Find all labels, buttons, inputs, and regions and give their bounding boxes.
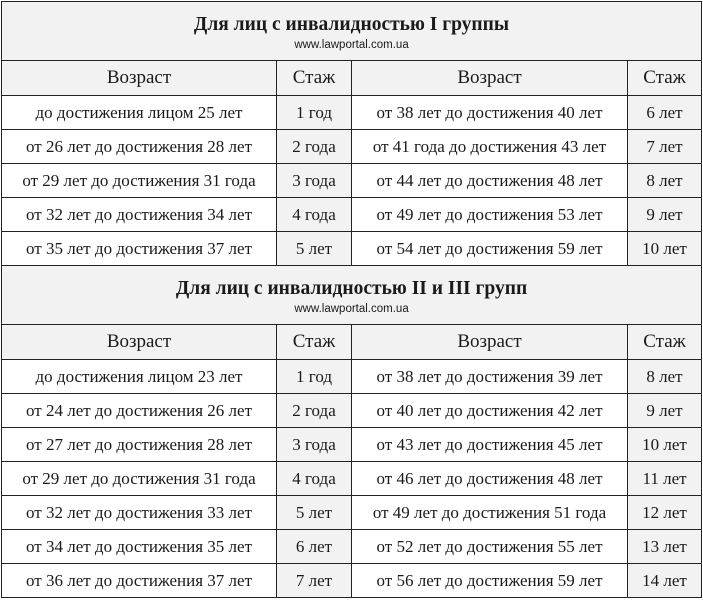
- seniority-cell: 8 лет: [628, 360, 702, 394]
- seniority-cell: 3 года: [277, 428, 352, 462]
- age-header: Возраст: [352, 61, 628, 96]
- section-title-cell: [2, 2, 702, 61]
- seniority-header: Стаж: [277, 61, 352, 96]
- age-cell: от 29 лет до достижения 31 года: [2, 164, 277, 198]
- age-cell: до достижения лицом 25 лет: [2, 96, 277, 130]
- seniority-cell: 10 лет: [628, 428, 702, 462]
- seniority-cell: 12 лет: [628, 496, 702, 530]
- table-row: [2, 198, 702, 232]
- source-url: www.lawportal.com.ua: [294, 38, 409, 51]
- seniority-cell: 1 год: [277, 96, 352, 130]
- table-row: [2, 130, 702, 164]
- age-cell: от 29 лет до достижения 31 года: [2, 462, 277, 496]
- column-header-row: [2, 325, 702, 360]
- seniority-cell: 8 лет: [628, 164, 702, 198]
- age-header: Возраст: [2, 325, 277, 360]
- table-row: [2, 232, 702, 266]
- table-row: [2, 462, 702, 496]
- source-url: www.lawportal.com.ua: [294, 302, 409, 315]
- table-row: [2, 530, 702, 564]
- age-cell: от 46 лет до достижения 48 лет: [352, 462, 628, 496]
- age-cell: от 44 лет до достижения 48 лет: [352, 164, 628, 198]
- seniority-header: Стаж: [277, 325, 352, 360]
- seniority-cell: 11 лет: [628, 462, 702, 496]
- age-cell: от 41 года до достижения 43 лет: [352, 130, 628, 164]
- seniority-header: Стаж: [628, 61, 702, 96]
- seniority-cell: 10 лет: [628, 232, 702, 266]
- section-title: Для лиц с инвалидностью II и III групп: [175, 277, 528, 299]
- age-cell: от 36 лет до достижения 37 лет: [2, 564, 277, 598]
- age-cell: от 43 лет до достижения 45 лет: [352, 428, 628, 462]
- seniority-cell: 13 лет: [628, 530, 702, 564]
- age-cell: от 35 лет до достижения 37 лет: [2, 232, 277, 266]
- table-row: [2, 564, 702, 598]
- disability-seniority-table: [1, 1, 702, 598]
- seniority-cell: 3 года: [277, 164, 352, 198]
- age-header: Возраст: [352, 325, 628, 360]
- seniority-cell: 6 лет: [277, 530, 352, 564]
- table-row: [2, 394, 702, 428]
- age-cell: от 26 лет до достижения 28 лет: [2, 130, 277, 164]
- seniority-cell: 1 год: [277, 360, 352, 394]
- age-cell: от 52 лет до достижения 55 лет: [352, 530, 628, 564]
- age-cell: от 40 лет до достижения 42 лет: [352, 394, 628, 428]
- section-title: Для лиц с инвалидностью I группы: [193, 13, 510, 35]
- age-cell: от 32 лет до достижения 34 лет: [2, 198, 277, 232]
- age-cell: до достижения лицом 23 лет: [2, 360, 277, 394]
- table-row: [2, 496, 702, 530]
- seniority-cell: 2 года: [277, 130, 352, 164]
- table-row: [2, 96, 702, 130]
- age-cell: от 27 лет до достижения 28 лет: [2, 428, 277, 462]
- section-title-row: [2, 266, 702, 325]
- age-cell: от 38 лет до достижения 39 лет: [352, 360, 628, 394]
- age-cell: от 24 лет до достижения 26 лет: [2, 394, 277, 428]
- section-title-cell: [2, 266, 702, 325]
- seniority-cell: 9 лет: [628, 198, 702, 232]
- seniority-cell: 4 года: [277, 198, 352, 232]
- seniority-cell: 6 лет: [628, 96, 702, 130]
- section-title-row: [2, 2, 702, 61]
- age-cell: от 34 лет до достижения 35 лет: [2, 530, 277, 564]
- table-row: [2, 164, 702, 198]
- age-header: Возраст: [2, 61, 277, 96]
- column-header-row: [2, 61, 702, 96]
- seniority-cell: 14 лет: [628, 564, 702, 598]
- age-cell: от 54 лет до достижения 59 лет: [352, 232, 628, 266]
- age-cell: от 32 лет до достижения 33 лет: [2, 496, 277, 530]
- age-cell: от 56 лет до достижения 59 лет: [352, 564, 628, 598]
- table-row: [2, 428, 702, 462]
- seniority-header: Стаж: [628, 325, 702, 360]
- seniority-cell: 5 лет: [277, 496, 352, 530]
- age-cell: от 38 лет до достижения 40 лет: [352, 96, 628, 130]
- seniority-cell: 7 лет: [277, 564, 352, 598]
- seniority-cell: 9 лет: [628, 394, 702, 428]
- age-cell: от 49 лет до достижения 53 лет: [352, 198, 628, 232]
- seniority-cell: 5 лет: [277, 232, 352, 266]
- age-cell: от 49 лет до достижения 51 года: [352, 496, 628, 530]
- seniority-cell: 4 года: [277, 462, 352, 496]
- table-row: [2, 360, 702, 394]
- seniority-cell: 2 года: [277, 394, 352, 428]
- seniority-cell: 7 лет: [628, 130, 702, 164]
